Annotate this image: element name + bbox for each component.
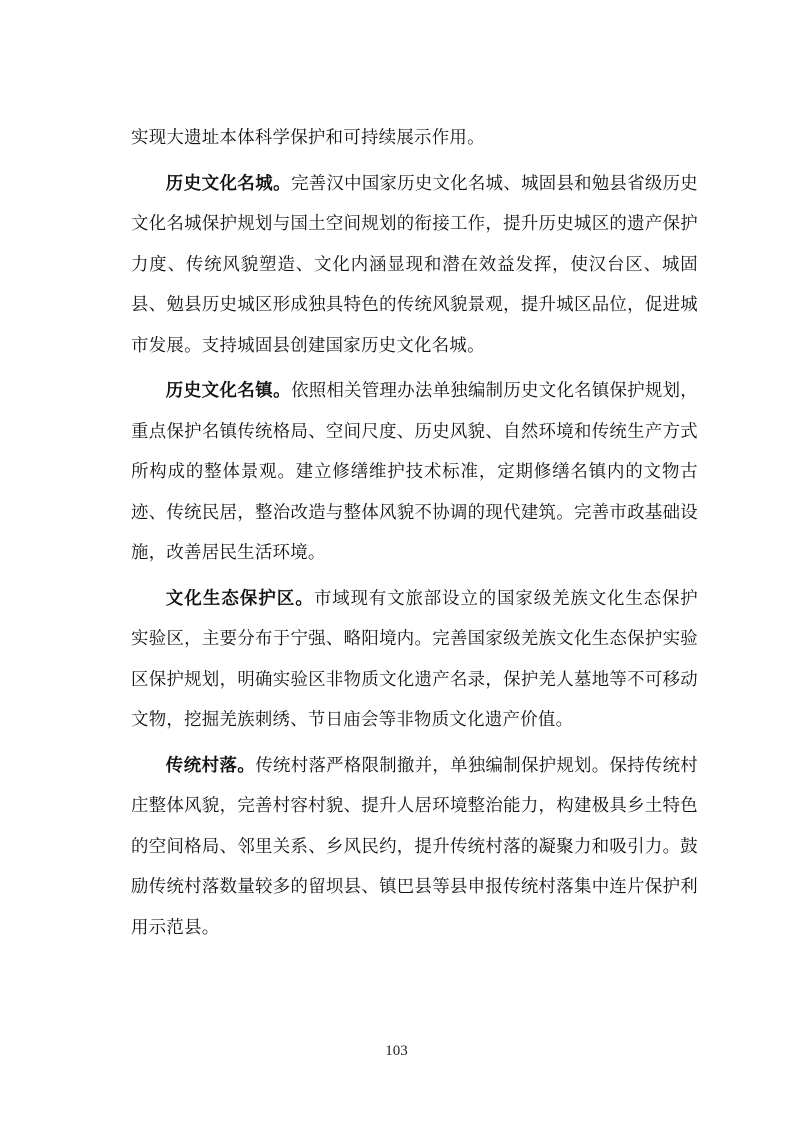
paragraph-cultural-ecology-zone (131, 579, 698, 741)
paragraph-text: 传统村落严格限制撤并，单独编制保护规划。保持传统村庄整体风貌，完善村容村貌、提升人居环境整治能力，构建极具乡土特色的空间格局、邻里关系、乡风民约，提升传统村落的凝聚力和吸引力。鼓励传统村落数量较多的留坝县、镇巴县等县申报传统村落集中连片保护利用示范县。 (131, 755, 698, 938)
paragraph-traditional-village (131, 746, 698, 949)
section-heading-cultural-ecology-zone: 文化生态保护区。 (165, 588, 314, 609)
section-heading-traditional-village: 传统村落。 (165, 755, 256, 776)
paragraph-historic-town (131, 371, 698, 574)
paragraph-text: 完善汉中国家历史文化名城、城固县和勉县省级历史文化名城保护规划与国土空间规划的衔接工作，提升历史城区的遗产保护力度、传统风貌塑造、文化内涵显现和潜在效益发挥，使汉台区、城固县、勉县历史城区形成独具特色的传统风貌景观，提升城区品位，促进城市发展。支持城固县创建国家历史文化名城。 (131, 173, 698, 356)
page-number: 103 (385, 1043, 408, 1059)
section-heading-historic-town: 历史文化名镇。 (165, 381, 292, 401)
page-body (131, 118, 698, 953)
paragraph-text: 市域现有文旅部设立的国家级羌族文化生态保护实验区，主要分布于宁强、略阳境内。完善国家级羌族文化生态保护实验区保护规划，明确实验区非物质文化遗产名录，保护羌人墓地等不可移动文物，挖掘羌族刺绣、节日庙会等非物质文化遗产价值。 (131, 588, 698, 730)
paragraph-text: 依照相关管理办法单独编制历史文化名镇保护规划，重点保护名镇传统格局、空间尺度、历史风貌、自然环境和传统生产方式所构成的整体景观。建立修缮维护技术标准，定期修缮名镇内的文物古迹、传统民居，整治改造与整体风貌不协调的现代建筑。完善市政基础设施，改善居民生活环境。 (131, 381, 698, 563)
paragraph-historic-city (131, 164, 698, 367)
paragraph-continuation (131, 118, 698, 159)
section-heading-historic-city: 历史文化名城。 (165, 173, 292, 194)
paragraph-text: 实现大遗址本体科学保护和可持续展示作用。 (131, 128, 485, 148)
